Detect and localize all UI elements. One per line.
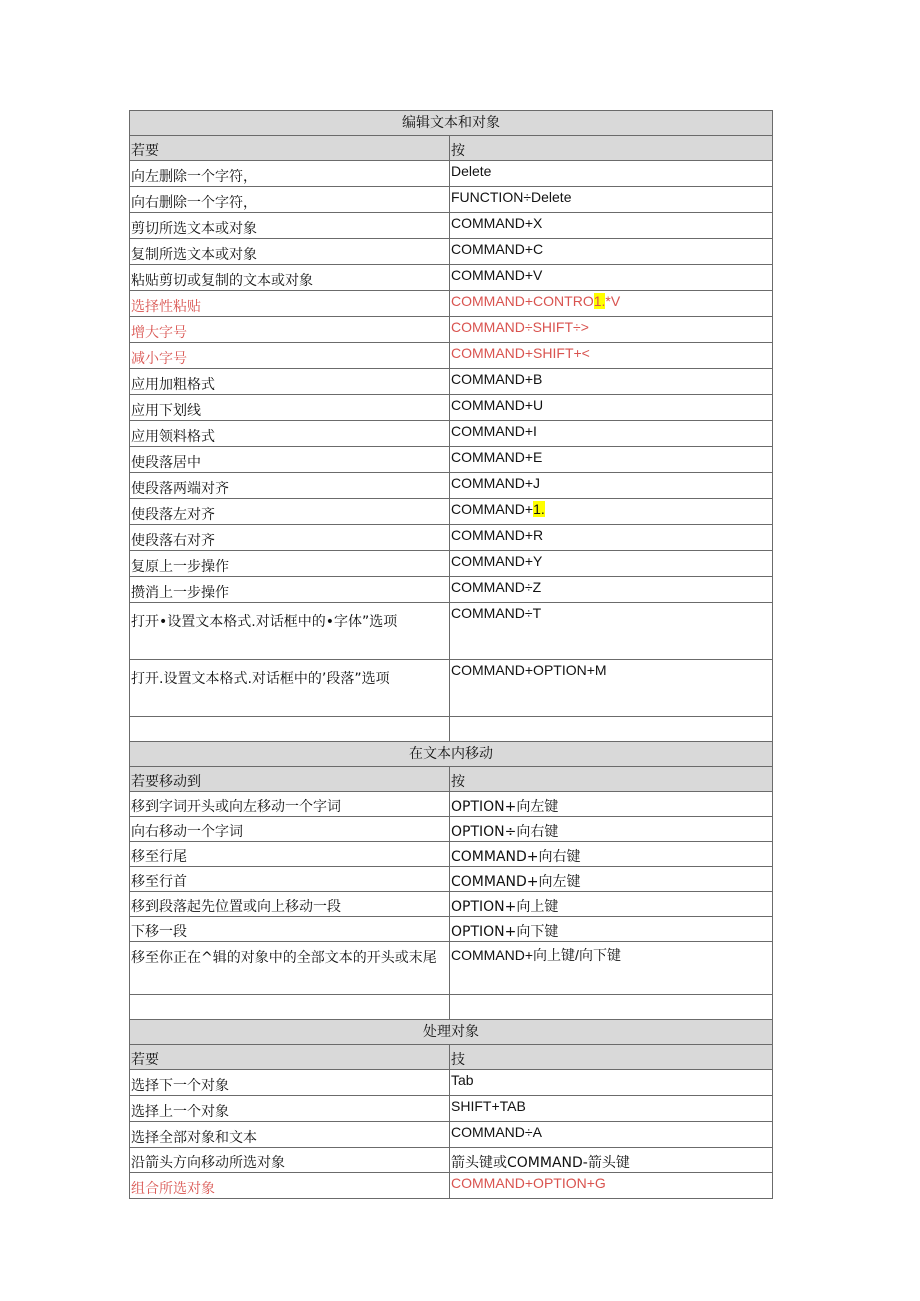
action-cell: 移至行尾 [130,842,450,867]
table-row [130,161,773,187]
column-header-keys: 按 [450,767,773,792]
table-row [130,660,773,717]
action-cell: 向右删除一个字符， [130,187,450,213]
column-header-row [130,767,773,792]
action-cell: 使段落两端对齐 [130,473,450,499]
action-cell: 组合所选对象 [130,1173,450,1199]
table-row [130,867,773,892]
shortcut-cell: Delete [450,161,773,187]
shortcut-cell: SHIFT+TAB [450,1096,773,1122]
action-cell: 移到段落起先位置或向上移动一段 [130,892,450,917]
column-header-action: 若要移动到 [130,767,450,792]
action-cell: 复制所选文本或对象 [130,239,450,265]
action-cell: 应用加粗格式 [130,369,450,395]
table-row [130,1148,773,1173]
shortcut-cell: OPTION÷向右键 [450,817,773,842]
table-row [130,525,773,551]
blank-row [130,717,773,742]
action-cell: 应用下划线 [130,395,450,421]
action-cell: 移至你正在^辑的对象中的全部文本的开头或末尾 [130,942,450,995]
highlight-mark: 1. [533,501,545,517]
empty-cell [130,995,450,1020]
action-cell: 选择性粘贴 [130,291,450,317]
table-row [130,343,773,369]
shortcut-table [129,110,773,1199]
column-header-row [130,1045,773,1070]
column-header-action: 若要 [130,1045,450,1070]
shortcut-cell: COMMAND+U [450,395,773,421]
shortcut-cell [450,291,773,317]
action-cell: 向右移动一个字词 [130,817,450,842]
empty-cell [450,995,773,1020]
shortcut-cell: COMMAND+I [450,421,773,447]
table-row [130,892,773,917]
shortcut-cell: COMMAND+V [450,265,773,291]
shortcut-cell: COMMAND+OPTION+G [450,1173,773,1199]
column-header-keys: 按 [450,136,773,161]
table-row [130,239,773,265]
table-row [130,842,773,867]
shortcut-cell: COMMAND+向右键 [450,842,773,867]
table-row [130,603,773,660]
table-row [130,187,773,213]
action-cell: 攒消上一步操作 [130,577,450,603]
section-header-objects [130,1020,773,1045]
action-cell: 打开•设置文本格式.对话框中的•字体”选项 [130,603,450,660]
shortcut-cell: COMMAND+X [450,213,773,239]
table-row [130,1122,773,1148]
table-row [130,421,773,447]
highlight-mark: 1. [593,293,606,309]
shortcut-cell: COMMAND+向上键/向下键 [450,942,773,995]
table-row [130,1096,773,1122]
table-row [130,499,773,525]
action-cell: 粘贴剪切或复制的文本或对象 [130,265,450,291]
shortcut-text: COMMAND+CONTRO [451,293,594,309]
action-cell: 选择下一个对象 [130,1070,450,1096]
action-cell: 移至行首 [130,867,450,892]
column-header-keys: 技 [450,1045,773,1070]
table-row [130,792,773,817]
action-cell: 使段落右对齐 [130,525,450,551]
shortcut-cell: COMMAND+B [450,369,773,395]
shortcut-cell: COMMAND÷SHIFT÷> [450,317,773,343]
empty-cell [130,717,450,742]
action-cell: 使段落居中 [130,447,450,473]
section-header-edit [130,111,773,136]
table-row [130,1173,773,1199]
table-row [130,1070,773,1096]
shortcut-text: *V [605,293,621,309]
shortcut-text: COMMAND+ [451,501,534,517]
column-header-action: 若要 [130,136,450,161]
table-row [130,213,773,239]
action-cell: 沿箭头方向移动所选对象 [130,1148,450,1173]
action-cell: 使段落左对齐 [130,499,450,525]
shortcut-cell: COMMAND+SHIFT+< [450,343,773,369]
shortcut-cell: Tab [450,1070,773,1096]
table-row [130,551,773,577]
section-title: 编辑文本和对象 [130,111,773,136]
table-row [130,473,773,499]
shortcut-cell: COMMAND÷A [450,1122,773,1148]
shortcut-cell: COMMAND÷T [450,603,773,660]
shortcut-cell: OPTION+向左键 [450,792,773,817]
action-cell: 选择上一个对象 [130,1096,450,1122]
blank-row [130,995,773,1020]
shortcut-cell: 箭头键或COMMAND-箭头键 [450,1148,773,1173]
shortcut-cell: COMMAND÷Z [450,577,773,603]
table-row [130,265,773,291]
action-cell: 移到字词开头或向左移动一个字词 [130,792,450,817]
shortcut-cell: OPTION+向上键 [450,892,773,917]
action-cell: 应用领料格式 [130,421,450,447]
shortcut-cell: COMMAND+向左键 [450,867,773,892]
shortcut-cell [450,499,773,525]
shortcut-cell: COMMAND+R [450,525,773,551]
section-title: 在文本内移动 [130,742,773,767]
table-row [130,369,773,395]
section-title: 处理对象 [130,1020,773,1045]
section-header-move [130,742,773,767]
shortcut-cell: COMMAND+Y [450,551,773,577]
action-cell: 复原上一步操作 [130,551,450,577]
action-cell: 增大字号 [130,317,450,343]
action-cell: 打开.设置文本格式.对话框中的’段落”选项 [130,660,450,717]
shortcut-cell: OPTION+向下键 [450,917,773,942]
action-cell: 减小字号 [130,343,450,369]
action-cell: 剪切所选文本或对象 [130,213,450,239]
action-cell: 向左删除一个字符， [130,161,450,187]
action-cell: 选择全部对象和文本 [130,1122,450,1148]
column-header-row [130,136,773,161]
table-row [130,577,773,603]
shortcut-cell: FUNCTION÷Delete [450,187,773,213]
table-row [130,291,773,317]
table-row [130,317,773,343]
empty-cell [450,717,773,742]
table-row [130,447,773,473]
shortcut-cell: COMMAND+OPTION+M [450,660,773,717]
shortcut-cell: COMMAND+E [450,447,773,473]
table-row [130,817,773,842]
shortcut-cell: COMMAND+J [450,473,773,499]
table-row [130,942,773,995]
shortcut-cell: COMMAND+C [450,239,773,265]
table-row [130,917,773,942]
table-row [130,395,773,421]
action-cell: 下移一段 [130,917,450,942]
